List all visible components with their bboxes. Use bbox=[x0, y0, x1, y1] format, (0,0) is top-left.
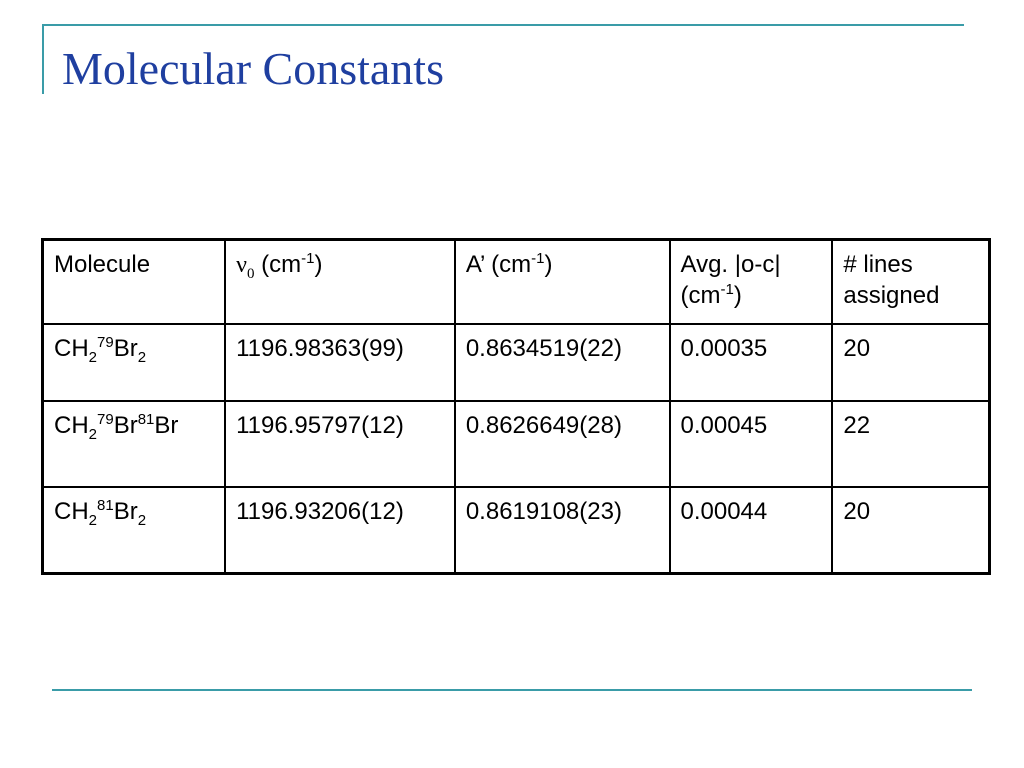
bottom-rule bbox=[52, 689, 972, 691]
cell-a-prime: 0.8619108(23) bbox=[455, 487, 670, 574]
cell-a-prime: 0.8634519(22) bbox=[455, 324, 670, 401]
cell-lines: 22 bbox=[832, 401, 989, 487]
header-lines-assigned: # lines assigned bbox=[832, 240, 989, 324]
table-row bbox=[43, 487, 990, 574]
cell-nu0: 1196.95797(12) bbox=[225, 401, 455, 487]
cell-molecule: $CH_2^{81}Br_2$ bbox=[43, 487, 226, 574]
cell-lines: 20 bbox=[832, 487, 989, 574]
cell-nu0: 1196.93206(12) bbox=[225, 487, 455, 574]
cell-nu0: 1196.98363(99) bbox=[225, 324, 455, 401]
header-nu0: $\nu_0$ $(cm^{-1})$ bbox=[225, 240, 455, 324]
cell-avg-o-c: 0.00044 bbox=[670, 487, 833, 574]
cell-avg-o-c: 0.00035 bbox=[670, 324, 833, 401]
table-header-row bbox=[43, 240, 990, 324]
cell-avg-o-c: 0.00045 bbox=[670, 401, 833, 487]
molecular-constants-table bbox=[41, 238, 991, 575]
header-molecule: Molecule bbox=[43, 240, 226, 324]
cell-molecule: $CH_2^{79}Br^{81}Br$ bbox=[43, 401, 226, 487]
top-rule bbox=[42, 24, 964, 26]
table-row bbox=[43, 324, 990, 401]
slide-title: Molecular Constants bbox=[62, 43, 444, 94]
cell-molecule: $CH_2^{79}Br_2$ bbox=[43, 324, 226, 401]
header-avg-o-c: Avg. |o-c| $(cm^{-1})$ bbox=[670, 240, 833, 324]
cell-a-prime: 0.8626649(28) bbox=[455, 401, 670, 487]
header-a-prime: A’ $(cm^{-1})$ bbox=[455, 240, 670, 324]
cell-lines: 20 bbox=[832, 324, 989, 401]
side-rule bbox=[42, 24, 44, 94]
table-row bbox=[43, 401, 990, 487]
